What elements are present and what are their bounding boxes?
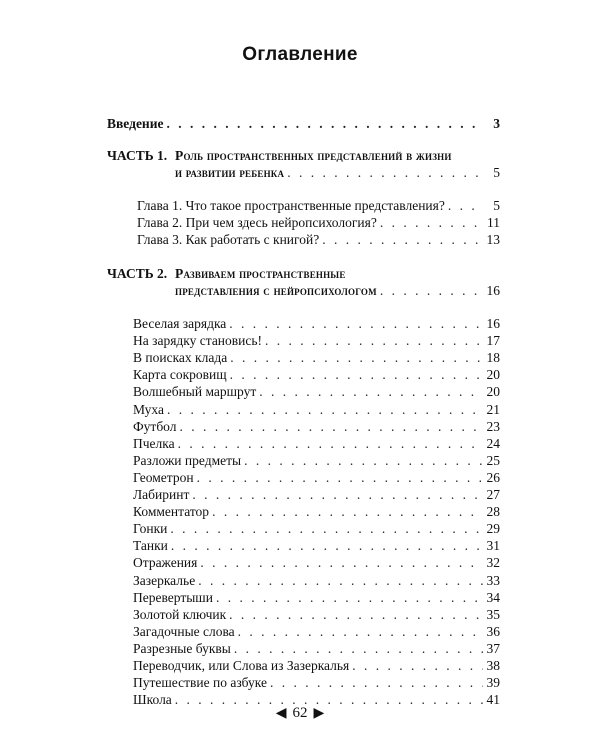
- dot-leader: [287, 164, 483, 181]
- toc-entry-item[interactable]: [133, 606, 500, 623]
- toc-entry-item[interactable]: [133, 452, 500, 469]
- part-number: ЧАСТЬ 1.: [107, 148, 168, 163]
- toc-entry-label: Глава 3. Как работать с книгой?: [137, 232, 320, 247]
- toc-entry-label: Перевертыши: [133, 589, 213, 605]
- part-number: ЧАСТЬ 2.: [107, 266, 168, 281]
- toc-entry-label: Переводчик, или Слова из Зазеркалья: [133, 658, 350, 673]
- toc-entry-page: 23: [486, 418, 500, 434]
- part2-heading[interactable]: [107, 265, 500, 282]
- toc-entry-page: 21: [486, 401, 500, 417]
- toc-entry-item[interactable]: [133, 486, 500, 503]
- page-number: 62: [292, 705, 308, 721]
- toc-entry-page: 36: [486, 623, 500, 639]
- toc-entry-label: Футбол: [133, 418, 177, 434]
- toc-entry-label: На зарядку становись!: [133, 333, 263, 349]
- toc-entry-item[interactable]: [133, 520, 500, 537]
- dot-leader: [229, 315, 483, 332]
- toc-entry-page: 37: [486, 640, 500, 656]
- toc-entry-label: Отражения: [133, 555, 198, 571]
- dot-leader: [198, 572, 483, 589]
- toc-entry-item[interactable]: [133, 674, 500, 691]
- toc-entry-page: 35: [486, 606, 500, 622]
- toc-entry-label: Разложи предметы: [133, 452, 242, 468]
- part-title-line1: Роль пространственных представлений в жизни: [175, 148, 452, 163]
- toc-entry-item[interactable]: [133, 315, 500, 332]
- dot-leader: [265, 332, 483, 349]
- part-title-line2: и развитии ребенка: [175, 165, 285, 180]
- toc-entry-page: 20: [486, 384, 500, 400]
- dot-leader: [448, 197, 483, 214]
- toc-entry-item[interactable]: [133, 657, 500, 674]
- dot-leader: [322, 231, 483, 248]
- part-page: 16: [486, 283, 500, 298]
- toc-entry-item[interactable]: [133, 332, 500, 349]
- dot-leader: [180, 418, 484, 435]
- toc-entry-item[interactable]: [133, 503, 500, 520]
- arrow-right-icon: ▶: [313, 706, 325, 721]
- dot-leader: [212, 503, 483, 520]
- toc-entry-page: 16: [486, 316, 500, 331]
- dot-leader: [238, 623, 483, 640]
- toc-entry-label: Глава 2. При чем здесь нейропсихология?: [137, 215, 377, 230]
- dot-leader: [380, 214, 483, 231]
- toc-entry-page: 24: [486, 435, 500, 451]
- toc-entry-label: Загадочные слова: [133, 623, 235, 639]
- toc-entry-page: 32: [486, 555, 500, 571]
- toc-entry-label: Гонки: [133, 521, 168, 537]
- toc-entry-page: 33: [486, 572, 500, 588]
- toc-entry-item[interactable]: [133, 589, 500, 606]
- part2-heading-line2[interactable]: [175, 282, 500, 299]
- toc-entry-item[interactable]: [133, 349, 500, 366]
- toc-entry-page: 41: [486, 692, 500, 708]
- part-title-line1: Развиваем пространственные: [175, 266, 346, 281]
- toc-entry-page: 25: [486, 452, 500, 468]
- toc-entry-label: Геометрон: [133, 469, 194, 485]
- toc-entry-page: 31: [486, 538, 500, 554]
- dot-leader: [197, 469, 483, 486]
- dot-leader: [380, 282, 483, 299]
- toc-entry-label: Муха: [133, 401, 164, 417]
- dot-leader: [230, 349, 483, 366]
- arrow-left-icon: ◀: [275, 706, 287, 721]
- toc-entry-page: 26: [486, 469, 500, 485]
- toc-entry-label: Путешествие по азбуке: [133, 675, 267, 691]
- dot-leader: [170, 520, 483, 537]
- toc-entry-item[interactable]: [133, 554, 500, 571]
- dot-leader: [352, 657, 483, 674]
- toc-entry-item[interactable]: [133, 366, 500, 383]
- toc-entry-label: Танки: [133, 538, 168, 554]
- dot-leader: [234, 640, 483, 657]
- toc-entry-page: 38: [486, 658, 500, 673]
- toc-entry-chapter-2[interactable]: [137, 214, 500, 231]
- part1-heading-line2[interactable]: [175, 164, 500, 181]
- toc-entry-label: Введение: [107, 116, 164, 131]
- toc-entry-item[interactable]: [133, 572, 500, 589]
- toc-entry-item[interactable]: [133, 640, 500, 657]
- toc-entry-page: 28: [486, 504, 500, 520]
- toc-entry-page: 39: [486, 675, 500, 691]
- toc-entry-item[interactable]: [133, 623, 500, 640]
- toc-entry-label: Глава 1. Что такое пространственные представления?: [137, 198, 445, 213]
- toc-entry-page: 27: [486, 487, 500, 502]
- toc-entry-label: В поисках клада: [133, 350, 228, 366]
- toc-entry-page: 18: [486, 350, 500, 366]
- part1-heading[interactable]: [107, 147, 500, 164]
- dot-leader: [259, 383, 483, 400]
- toc-entry-page: 3: [493, 116, 500, 131]
- toc-entry-label: Лабиринт: [133, 487, 190, 502]
- toc-entry-chapter-3[interactable]: [137, 231, 500, 248]
- toc-entry-label: Разрезные буквы: [133, 640, 231, 656]
- dot-leader: [171, 537, 483, 554]
- toc-entry-label: Карта сокровищ: [133, 367, 227, 383]
- toc-entry-item[interactable]: [133, 435, 500, 452]
- toc-entry-label: Школа: [133, 692, 172, 708]
- page-title: Оглавление: [242, 44, 358, 65]
- dot-leader: [200, 554, 483, 571]
- toc-entry-item[interactable]: [133, 418, 500, 435]
- dot-leader: [230, 366, 483, 383]
- toc-entry-label: Веселая зарядка: [133, 316, 227, 331]
- toc-entry-label: Волшебный маршрут: [133, 384, 257, 400]
- toc-entry-page: 20: [486, 367, 500, 383]
- dot-leader: [192, 486, 483, 503]
- toc-entry-chapter-1[interactable]: [137, 197, 500, 214]
- toc-entry-page: 29: [486, 521, 500, 537]
- toc-entry-page: 11: [487, 215, 500, 230]
- page-footer: [0, 705, 600, 722]
- part-page: 5: [493, 165, 500, 180]
- toc-entry-page: 34: [486, 589, 500, 605]
- toc-entry-page: 17: [486, 333, 500, 349]
- dot-leader: [167, 401, 483, 418]
- toc-entry-page: 13: [486, 232, 500, 247]
- dot-leader: [244, 452, 483, 469]
- dot-leader: [216, 589, 483, 606]
- toc-entry-label: Комментатор: [133, 504, 210, 520]
- toc-entry-item[interactable]: [133, 383, 500, 400]
- part-title-line2: представления с нейропсихологом: [175, 283, 377, 298]
- dot-leader: [270, 674, 483, 691]
- toc-entry-item[interactable]: [133, 537, 500, 554]
- toc-entry-item[interactable]: [133, 401, 500, 418]
- toc-entry-label: Пчелка: [133, 435, 175, 451]
- dot-leader: [166, 115, 483, 132]
- toc-entry-label: Золотой ключик: [133, 606, 227, 622]
- toc-entry-intro[interactable]: [107, 115, 500, 132]
- toc-entry-item[interactable]: [133, 469, 500, 486]
- toc-entry-label: Зазеркалье: [133, 572, 196, 588]
- dot-leader: [178, 435, 483, 452]
- dot-leader: [229, 606, 483, 623]
- toc-entry-page: 5: [493, 198, 500, 213]
